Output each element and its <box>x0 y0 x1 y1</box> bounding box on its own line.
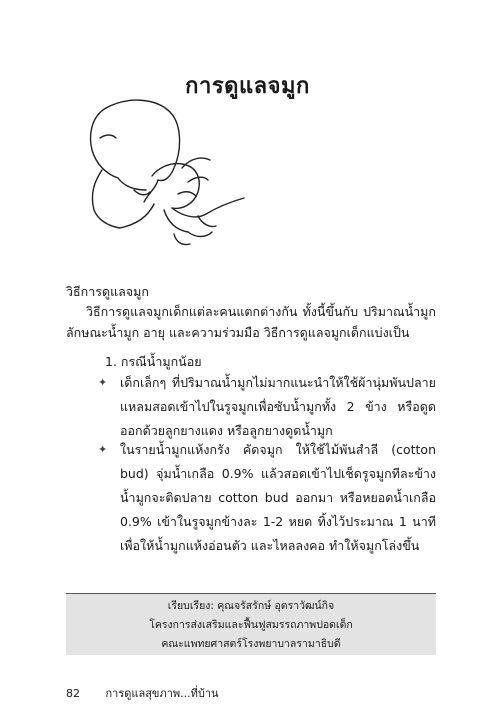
section-heading: วิธีการดูแลจมูก <box>66 284 149 299</box>
page-title: การดูแลจมูก <box>185 74 310 99</box>
child-nose-illustration <box>78 98 248 258</box>
list-item-text: ในรายน้ำมูกแห้งกรัง คัดจมูก ให้ใช้ไม้พันสำลี (cotton bud) จุ่มน้ำเกลือ 0.9% แล้วสอดเข้าไปเช็ดรูจมูกทีละข้าง น้ำมูกจะติดปลาย cotton bud ออกมา หรือหยอดน้ำเกลือ 0.9% เข้าในรูจมูกข้างละ 1-2 หยด ทิ้งไว้ประมาณ 1 นาที เพื่อให้น้ำมูกแห้งอ่อนตัว และไหลลงคอ ทำให้จมูกโล่งขึ้น <box>120 442 436 553</box>
list-item-text: เด็กเล็กๆ ที่ปริมาณน้ำมูกไม่มากแนะนำให้ใช้ผ้านุ่มพันปลายแหลมสอดเข้าไปในรูจมูกเพื่อซับน้ำมูกทั้ง 2 ข้าง หรือดูดออกด้วยลูกยางแดง หรือลูกยางดูดน้ำมูก <box>120 375 436 438</box>
book-title: การดูแลสุขภาพ...ที่บ้าน <box>105 687 219 700</box>
page-footer <box>66 684 219 702</box>
list-item <box>98 438 436 558</box>
intro-paragraph: วิธีการดูแลจมูกเด็กแต่ละคนแตกต่างกัน ทั้งนี้ขึ้นกับ ปริมาณน้ำมูก ลักษณะน้ำมูก อายุ และความร่วมมือ วิธีการดูแลจมูกเด็กแบ่งเป็น <box>66 304 436 340</box>
list-item <box>98 371 436 443</box>
credit-project: โครงการส่งเสริมและฟื้นฟูสมรรถภาพปอดเด็ก <box>149 619 353 631</box>
bullet-star-icon: ✦ <box>98 443 108 456</box>
page-number: 82 <box>66 687 80 700</box>
case-heading: 1. กรณีน้ำมูกน้อย <box>105 354 202 369</box>
credit-author: เรียบเรียง: คุณจรัสรักษ์ อุตราวัฒน์กิจ <box>167 600 335 612</box>
bullet-star-icon: ✦ <box>98 376 108 389</box>
credit-box <box>66 593 436 655</box>
credit-institution: คณะแพทยศาสตร์โรงพยาบาลรามาธิบดี <box>161 638 341 650</box>
